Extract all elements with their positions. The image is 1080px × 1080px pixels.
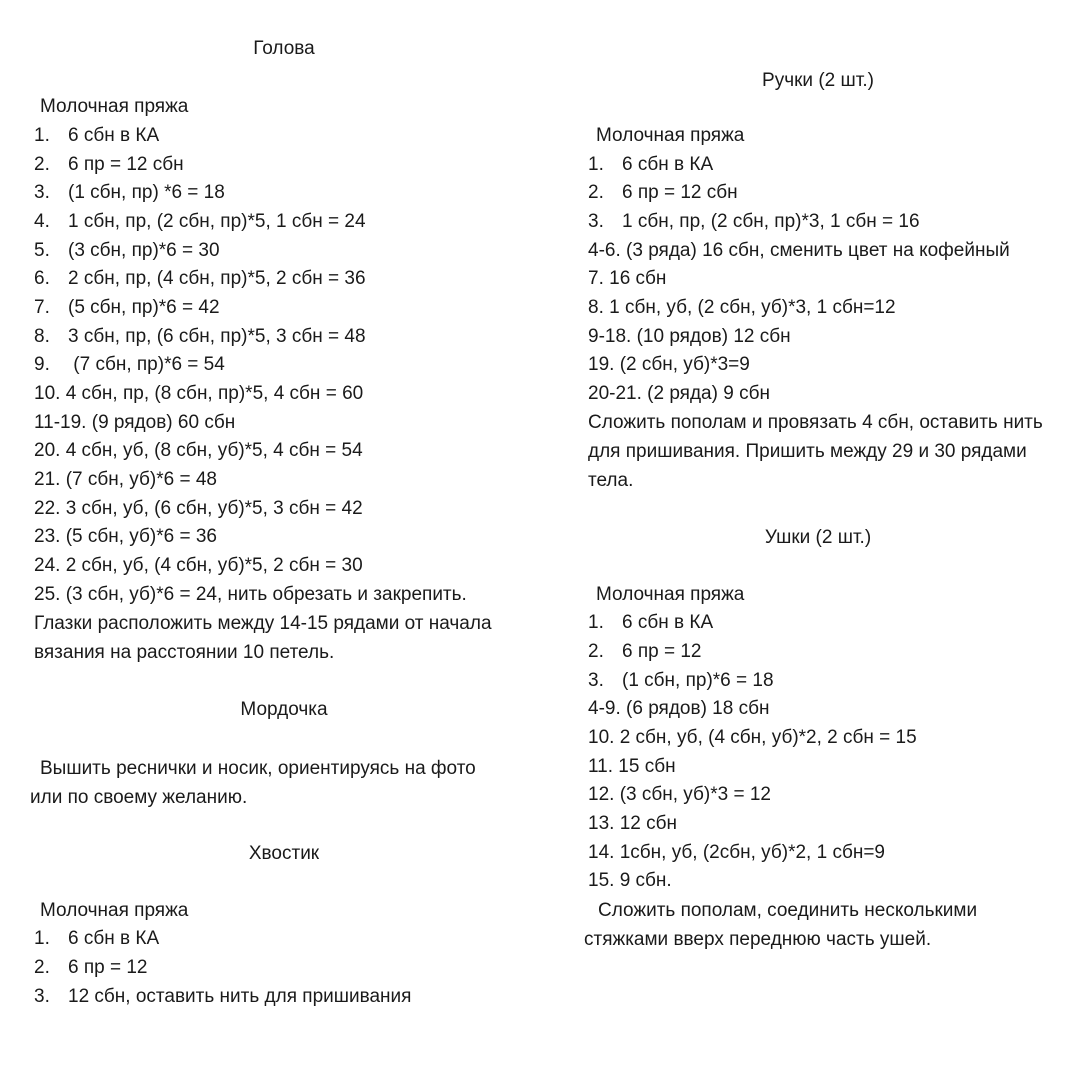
list-item: 2. 6 пр = 12 сбн <box>34 154 184 175</box>
list-item: 11. 15 сбн <box>588 756 676 777</box>
list-item: 8. 3 сбн, пр, (6 сбн, пр)*5, 3 сбн = 48 <box>34 326 366 347</box>
yarn-label-ears: Молочная пряжа <box>596 584 745 605</box>
list-item: 22. 3 сбн, уб, (6 сбн, уб)*5, 3 сбн = 42 <box>34 498 363 519</box>
note-eyes: Глазки расположить между 14-15 рядами от начала вязания на расстоянии 10 петель. <box>34 613 492 663</box>
list-item: 19. (2 сбн, уб)*3=9 <box>588 354 750 375</box>
list-item: 1. 6 сбн в КА <box>34 125 160 146</box>
list-item: 8. 1 сбн, уб, (2 сбн, уб)*3, 1 сбн=12 <box>588 297 896 318</box>
list-item: 11-19. (9 рядов) 60 сбн <box>34 412 236 433</box>
list-item: 1. 6 сбн в КА <box>34 928 160 949</box>
list-item: 3. (1 сбн, пр) *6 = 18 <box>34 182 225 203</box>
section-title-tail: Хвостик <box>248 843 320 864</box>
list-item: 6. 2 сбн, пр, (4 сбн, пр)*5, 2 сбн = 36 <box>34 268 366 289</box>
list-item: 21. (7 сбн, уб)*6 = 48 <box>34 469 217 490</box>
yarn-label-hands: Молочная пряжа <box>596 125 745 146</box>
section-title-head: Голова <box>253 38 315 59</box>
list-item: 23. (5 сбн, уб)*6 = 36 <box>34 526 217 547</box>
list-item: 20-21. (2 ряда) 9 сбн <box>588 383 770 404</box>
list-item: 15. 9 сбн. <box>588 870 672 891</box>
note-ears: Сложить пополам, соединить несколькими стяжками вверх переднюю часть ушей. <box>584 900 978 950</box>
list-item: 2. 6 пр = 12 сбн <box>588 182 738 203</box>
list-item: 24. 2 сбн, уб, (4 сбн, уб)*5, 2 сбн = 30 <box>34 555 363 576</box>
list-item: 2. 6 пр = 12 <box>588 641 702 662</box>
list-item: 1. 6 сбн в КА <box>588 154 714 175</box>
list-item: 10. 2 сбн, уб, (4 сбн, уб)*2, 2 сбн = 15 <box>588 727 917 748</box>
list-item: 12. (3 сбн, уб)*3 = 12 <box>588 784 771 805</box>
list-item: 14. 1сбн, уб, (2сбн, уб)*2, 1 сбн=9 <box>588 842 885 863</box>
list-item: 13. 12 сбн <box>588 813 677 834</box>
note-hands: Сложить пополам и провязать 4 сбн, оставить нить для пришивания. Пришить между 29 и 30 рядами тела. <box>588 412 1043 491</box>
note-muzzle: Вышить реснички и носик, ориентируясь на фото или по своему желанию. <box>30 758 476 808</box>
list-item: 5. (3 сбн, пр)*6 = 30 <box>34 240 220 261</box>
section-title-muzzle: Мордочка <box>240 699 328 720</box>
list-item: 4. 1 сбн, пр, (2 сбн, пр)*5, 1 сбн = 24 <box>34 211 366 232</box>
list-item: 7. 16 сбн <box>588 268 667 289</box>
yarn-label-tail: Молочная пряжа <box>40 900 189 921</box>
list-item: 7. (5 сбн, пр)*6 = 42 <box>34 297 220 318</box>
section-title-ears: Ушки (2 шт.) <box>764 527 872 548</box>
list-item: 3. 1 сбн, пр, (2 сбн, пр)*3, 1 сбн = 16 <box>588 211 920 232</box>
list-item: 2. 6 пр = 12 <box>34 957 148 978</box>
list-item: 4-9. (6 рядов) 18 сбн <box>588 698 770 719</box>
list-item: 9-18. (10 рядов) 12 сбн <box>588 326 791 347</box>
list-item: 3. 12 сбн, оставить нить для пришивания <box>34 986 412 1007</box>
list-item: 1. 6 сбн в КА <box>588 612 714 633</box>
yarn-label-head: Молочная пряжа <box>40 96 189 117</box>
list-item: 20. 4 сбн, уб, (8 сбн, уб)*5, 4 сбн = 54 <box>34 440 363 461</box>
list-item: 9. (7 сбн, пр)*6 = 54 <box>34 354 225 375</box>
list-item: 10. 4 сбн, пр, (8 сбн, пр)*5, 4 сбн = 60 <box>34 383 364 404</box>
list-item: 4-6. (3 ряда) 16 сбн, сменить цвет на кофейный <box>588 240 1010 261</box>
list-item: 25. (3 сбн, уб)*6 = 24, нить обрезать и закрепить. <box>34 584 467 605</box>
section-title-hands: Ручки (2 шт.) <box>762 70 874 91</box>
list-item: 3. (1 сбн, пр)*6 = 18 <box>588 670 774 691</box>
